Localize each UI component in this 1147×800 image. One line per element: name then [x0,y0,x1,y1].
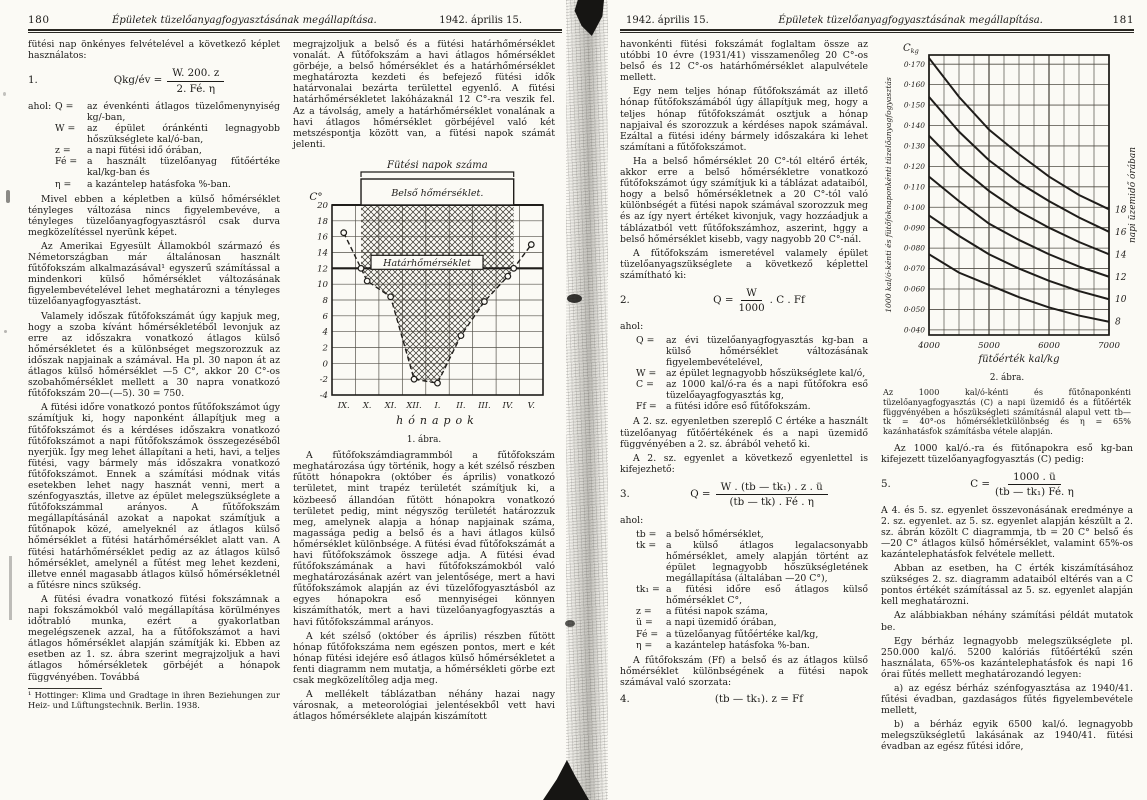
definition-row: z = a napi fütési idő órában, [55,145,202,157]
running-title: Épületek tüzelőanyagfogyasztásának megállapítása. [778,15,1043,26]
svg-text:IX.: IX. [337,399,350,410]
svg-text:0: 0 [322,359,328,370]
right-page-column-1 [620,39,868,756]
definition-list [620,335,868,413]
svg-text:-2: -2 [319,375,328,386]
definition-row: Ff = a fütési időre eső fűtőfokszám. [636,401,811,413]
equation-4: 4. (tb — tk₁). z = Ff [620,692,804,705]
page-number: 181 [1112,14,1134,26]
svg-text:0·040: 0·040 [903,325,925,335]
definition-row: ahol: Q = az évenkénti átlagos tüzelőmenynyiség kg/-ban, [28,100,280,123]
svg-text:III.: III. [478,399,491,410]
scan-artifact-blob [565,620,575,627]
svg-text:-4: -4 [319,390,328,401]
svg-text:I.: I. [434,399,441,410]
svg-text:4000: 4000 [918,341,940,351]
svg-text:18: 18 [317,216,328,227]
paragraph: Abban az esetben, ha C érték kiszámításához szükséges 2. sz. diagramm adataiból eltérés van a C pontos értékét számítással az 5. sz. egyenlet alapján kell meghatározni. [881,563,1133,608]
paragraph: A 2. sz. egyenlet a következő egyenlettel is kifejezhető: [620,452,868,475]
right-axis-label: napi üzemidő órában [1128,147,1138,243]
x-axis-label: hónapok [396,413,479,427]
scan-artifact-blob [567,294,582,303]
svg-text:7000: 7000 [1098,341,1120,351]
curve-label-14: 14 [1115,250,1127,261]
scan-artifact-mark [3,92,6,96]
paragraph: Mivel ebben a képletben a külső hőmérséklet tényleges változása nincs figyelembevéve, a tényleges tüzelőanyagfogyasztásról csak durva megközelítéssel nyerünk képet. [28,193,280,238]
scan-artifact-mark [4,330,7,333]
paragraph: havonkénti fütési fokszámát foglaltam össze az utóbbi 10 évre (1931/41) visszamenőleg 20 C°-os belső és 12 C°-os határhőmérséklet alapulvétele mellett. [620,39,868,84]
paragraph: A két szélső (október és április) részben fűtött hónap fűtőfokszáma nem egészen pontos, mert e két hónap fütési idejére eső átlagos külső hőmérsékletet a fenti diagramm nem mutatja, a hőmérsékleti görbe ezt csak megközelítőleg adja meg. [293,630,555,686]
svg-text:XI.: XI. [384,399,397,410]
figure1-heating-days-chart [296,155,552,431]
figure2-content [884,43,1138,365]
svg-text:0·130: 0·130 [903,141,925,151]
footnote-rule [28,688,102,689]
svg-text:10: 10 [317,280,328,291]
paragraph: A mellékelt táblázatban néhány hazai nagy városnak, a meteorológiai jelentésekből vett havi átlagos hőmérséklete alajpán kiszámított [293,689,555,723]
svg-text:6000: 6000 [1038,341,1060,351]
interior-temp-label: Belső hőmérséklet. [391,187,484,199]
paragraph: A fütési évadra vonatkozó fütési fokszámnak a napi fokszámokból való megállapítása körülményes időtrabló munka, ezért a gyakorlatban megelégszenek azzal, ha a fűtőfokszámot a havi átlagos hőmérséklet alapján számítják ki. Ebben az esetben az 1. sz. ábra szerint megrajzoljuk a havi átlagos hőmérsékletek görbéjét a hónapok függvényében. Továbbá [28,593,280,683]
svg-text:2: 2 [322,343,328,354]
y-axis-label: 1000 kal/ó-kénti és fütőfoknaponkénti tüzelőanyagfogyasztás [884,77,893,313]
running-title: Épületek tüzelőanyagfogyasztásának megállapítása. [112,15,377,26]
figure2-grid [929,55,1109,335]
svg-text:0·060: 0·060 [903,284,925,294]
heating-days-bracket [361,172,514,177]
header-rule [620,29,1134,33]
curve-label-18: 18 [1115,205,1127,216]
scan-artifact-blob [572,0,604,36]
figure2-caption: 2. ábra. [989,373,1025,384]
svg-text:0·120: 0·120 [903,161,925,171]
left-page-column-1 [28,39,280,725]
svg-text:4: 4 [322,327,328,338]
paragraph: A 2. sz. egyenletben szereplő C értéke a használt tüzelőanyag fűtőértékének és a napi üzemidő függvényében a 2. sz. ábrából vehető ki. [620,416,868,450]
issue-date: 1942. április 15. [626,15,709,26]
paragraph: megrajzoljuk a belső és a fütési határhőmérséklet vonalát. A fűtőfokszám a havi átlagos hőmérséklet görbéje, a belső hőmérséklet és a határhőmérséklet meghatározta kezdeti és befejező fütési idők határvonalai bezárta területtel egyenlő. A fütési határhőmérsékletet lakóházaknál 12 C°-ra veszik fel. Az a távolság, amely a határhőmérséklet vonalának a havi átlagos hőmérséklet görbéjével való két metszéspontja között van, a fütési napok számát jelenti. [293,39,555,150]
scan-artifact-mark [9,556,12,620]
definition-row: C = az 1000 kal/ó-ra és a napi fűtőfokra eső tüzelőayagfogyasztás kg, [636,379,868,402]
paragraph: Az Amerikai Egyesült Államokból származó és Németországban már általánosan használt fűtőfokszám alkalmazásával¹ egyszerű számítással a mindenkori külső hőmérséklet változásának figyelembevételével lehet meghatározni a tényleges tüzelőanyagfogyasztást. [28,241,280,308]
svg-text:X.: X. [362,399,372,410]
equation-1: 1. Qkg/év = $\frac{W. 200. z}{2. Fé. \eta}$ [28,67,280,95]
svg-text:16: 16 [317,232,328,243]
svg-text:5000: 5000 [978,341,1000,351]
definition-row: Fé = a használt tüzelőanyag fűtőértéke kal/kg-ban és [55,156,280,179]
definition-row: Q = az évi tüzelőanyagfogyasztás kg-ban a külső hőmérséklet változásának figyelembevételével, [636,334,868,368]
paragraph: Egy bérház legnagyobb melegszükséglete pl. 250.000 kal/ó. 5200 kalóriás fűtőértékű szén használata, 65%-os kazántelephatásfok és napi 16 órai fűtés mellett meghatározandó legyen: [881,635,1133,680]
figure2-note: Az 1000 kal/ó-kénti és fűtőnaponkénti tüzelőanyagfogyasztás (C) a napi üzemidő és a fűtőérték függvényében a hőszükségleti számításnál alapul vett tb—tk = 40°-os hőmérsékletkülönbség és η = 65% kazánhatásfok számításba vétele alapján. [883,387,1131,436]
svg-text:0·160: 0·160 [903,80,925,90]
svg-text:XII.: XII. [406,399,422,410]
ahol-label: ahol: [620,320,644,332]
heating-days-label: Fütési napok száma [387,159,488,171]
svg-text:0·090: 0·090 [903,223,925,233]
issue-date: 1942. április 15. [439,15,522,26]
curve-label-10: 10 [1115,295,1127,306]
definition-row: W = az épület legnagyobb hőszükséglete kal/ó, [636,368,866,380]
definition-row: Fé = a tüzelőanyag fűtőértéke kal/kg, [636,628,819,640]
paragraph: A fűtőfokszámdiagrammból a fűtőfokszám meghatározása úgy történik, hogy a két szélső részben fűtött hónapokra (október és április) vonatkozó területet, mint trapéz területét számítjuk ki, a közbeeső állandóan fűtött hónapokra vonatkozó területet pedig, mint négyszög területét határozzuk meg, amelynek alapja a hónap napjainak száma, magassága pedig a belső és a havi átlagos külső hőmérséklet különbsége. A fütési évad fűtőfokszámát a havi fűtőfokszámok összege adja. A fütési évad fűtőfokszámának a havi fűtőfokszámokból való meghatározásának azért van jelentősége, mert a havi fűtőfokszámok alapján az évi tüzelőfogyasztásból az egyes hónapokra eső mennyiségei könnyen kiszámíthatók, mert a havi tüzelőanyagfogyasztás a havi fűtőfokszámmal arányos. [293,450,555,628]
equation-3: 3. Q = $\frac{\text{W . (tb — tk₁) . z . ü}}{(tb — tk) . Fé . \eta}$ [620,481,868,509]
paragraph: A 4. és 5. sz. egyenlet összevonásának eredménye a 2. sz. egyenlet. az 5. sz. egyenlet alapján készült a 2. sz. ábrán közölt C diagrammja, tb = 20 C° belső és —20 C° átlagos külső hőmérséklet, valamint 65%-os kazántelephatásfok felvétele mellett. [881,504,1133,560]
figure-1 [293,155,555,446]
paragraph: fütési nap önkényes felvételével a következő képlet használatos: [28,39,280,62]
svg-text:0·100: 0·100 [903,202,925,212]
definition-row: tb = a belső hőmérséklet, [636,528,764,540]
figure1-caption: 1. ábra. [406,435,442,446]
page-number: 180 [28,14,50,26]
figure-2 [881,39,1138,384]
definition-row: tk₁ = a fütési időre eső átlagos külső hőmérséklet C°, [636,584,868,607]
definition-row: η = a kazántelep hatásfoka %-ban. [55,178,231,190]
left-page-column-2 [293,39,555,725]
ahol-label: ahol: [620,514,644,526]
paragraph: A fűtőfokszám ismeretével valamely épület tüzelőanyagszükséglete a következő képlettel számítható ki: [620,247,868,281]
paragraph: b) a bérház egyik 6500 kal/ó. legnagyobb melegszükségletű lakásának az 1940/41. fütési évadban az egész fűtési időre, [881,719,1133,753]
svg-text:0·170: 0·170 [903,59,925,69]
book-gutter-shadow [566,0,608,800]
paragraph: Valamely időszak fűtőfokszámát úgy kapjuk meg, hogy a szoba kívánt hőmérsékletéből levonjuk az erre az időszakra vonatkozó átlagos külső hőmérsékletet és a különbséget megszorozzuk az időszak napjainak a számával. Ha pl. 30 napon át az átlagos külső hőmérséklet —5 C°, akkor 20 C°-os szobahőmérséklet mellett a 30 napra vonatkozó fűtőfokszám 20—(—5). 30 = 750. [28,310,280,400]
paragraph: Egy nem teljes hónap fűtőfokszámát az illető hónap fűtőfokszámából úgy állapítjuk meg, hogy a teljes hónap fűtőfokszámát osztjuk a hónap napjaival és szorozzuk a kérdéses napok számával. Ezáltal a fütési idény bármely időszakára ki lehet számítani a fűtőfokszámot. [620,86,868,153]
figure1-hatched-area [361,205,514,383]
svg-text:0·080: 0·080 [903,243,925,253]
definition-row: z = a fütési napok száma, [636,606,769,618]
page-header-right [620,0,1134,26]
equation-5: 5. C = $\frac{1000 . ü}{\text{(tb — tk₁) Fé. η}}$ [881,470,1074,499]
c-axis-label: $C_{kg}$ [903,43,919,55]
paragraph: Az 1000 kal/ó.-ra és fütőnapokra eső kg-ban kifejezett tüzelőanyagfogyasztás (C) pedig: [881,442,1133,465]
svg-text:20: 20 [317,200,328,211]
svg-text:0·050: 0·050 [903,305,925,315]
svg-text:14: 14 [317,248,328,259]
scan-artifact-mark [6,190,10,203]
right-page-column-2 [881,39,1138,756]
definition-row: ü = a napi üzemidő órában, [636,617,777,629]
svg-text:0·150: 0·150 [903,100,925,110]
definition-list [620,529,868,651]
curve-label-8: 8 [1115,317,1121,328]
figure1-content [309,160,543,427]
y-axis-unit: C° [309,190,323,203]
definition-row: W = az épület óránkénti legnagyobb hőszükséglete kal/ó-ban, [55,123,280,146]
paragraph: Ha a belső hőmérséklet 20 C°-tól eltérő érték, akkor erre a belső hőmérsékletre vonatkozó fűtőfokszámot úgy számítjuk ki a táblázat adataiból, hogy a belső hőmérsékletnek a 20 C°-tól való különbségét a fütési napok számával szorozzuk meg és az így nyert értéket kivonjuk, vagy hozzáadjuk a táblázatból vett fűtőfokszámhoz, aszerint, hggy a belső hőmérséklet kisebb, vagy nagyobb 20 C°-nál. [620,155,868,245]
footnote: ¹ Hottinger: Klima und Gradtage in ihren Beziehungen zur Heiz- und Lüftungstechnik. Berlin. 1938. [28,689,280,710]
x-axis-label: fütőérték kal/kg [978,354,1060,365]
svg-text:0·070: 0·070 [903,264,925,274]
curve-label-16: 16 [1115,227,1127,238]
page-180 [28,0,562,800]
svg-text:0·110: 0·110 [903,182,925,192]
page-header-left [28,0,562,26]
svg-text:8: 8 [322,295,328,306]
paragraph: Az alábbiakban néhány számítási példát mutatok be. [881,610,1133,633]
page-181 [620,0,1138,800]
definition-row: η = a kazántelep hatásfoka %-ban. [636,639,810,651]
svg-text:12: 12 [317,264,328,275]
limit-temp-label: Határhőmérséklet [383,257,471,269]
curve-label-12: 12 [1115,272,1127,283]
paragraph: A fűtőfokszám (Ff) a belső és az átlagos külső hőmérséklet különbségének a fütési napok számával való szorzata: [620,654,868,688]
svg-text:V.: V. [527,399,535,410]
equation-2: 2. Q = $\frac{W}{1000}$ . C . Ff [620,286,805,315]
svg-text:IV.: IV. [502,399,514,410]
header-rule [28,29,562,33]
figure2-fuel-consumption-chart [881,39,1143,369]
svg-text:0·140: 0·140 [903,121,925,131]
definition-row: tk = a külső átlagos legalacsonyabb hőmérséklet, amely alapján történt az épület legnagyobb hőszükségletének megállapítása (általában —20 C°), [636,539,868,585]
svg-text:II.: II. [456,399,466,410]
svg-text:6: 6 [322,311,328,322]
paragraph: a) az egész bérház szénfogyasztása az 1940/41. fűtési évadban, gazdaságos fűtés figyelembevétele mellett, [881,682,1133,717]
paragraph: A fütési időre vonatkozó pontos fűtőfokszámot úgy számítjuk ki, hogy naponként állapítjuk meg a fűtőfokszámot és a kérdéses időszakra vonatkozó fűtőfokszámot a napi fűtőfokszámok összegezéséből nyerjük. Így meg lehet állapítani a heti, havi, a teljes fütési, vagy bármely más időszakra vonatkozó fűtőfokszámot. Ennek a számítási módnak vitás esetekben lehet nagy hasznát venni, mert a szénfogyasztás, illetve az épület melegszükséglete a fűtőfokszámmal arányos. A fűtőfokszám megállapításánál azokat a napokat számítjuk a fűtőnapok közé, amelyeknél az átlagos külső hőmérséklet a fütési határhőmérséklet alatt van. A fütési határhőmérséklet pedig az az átlagos külső hőmérséklet, amelynél a fűtést meg lehet kezdeni, illetve ennél magasabb átlagos külső hőmérsékletnél a fűtésre nincs szükség. [28,402,280,591]
definition-list [28,101,280,190]
